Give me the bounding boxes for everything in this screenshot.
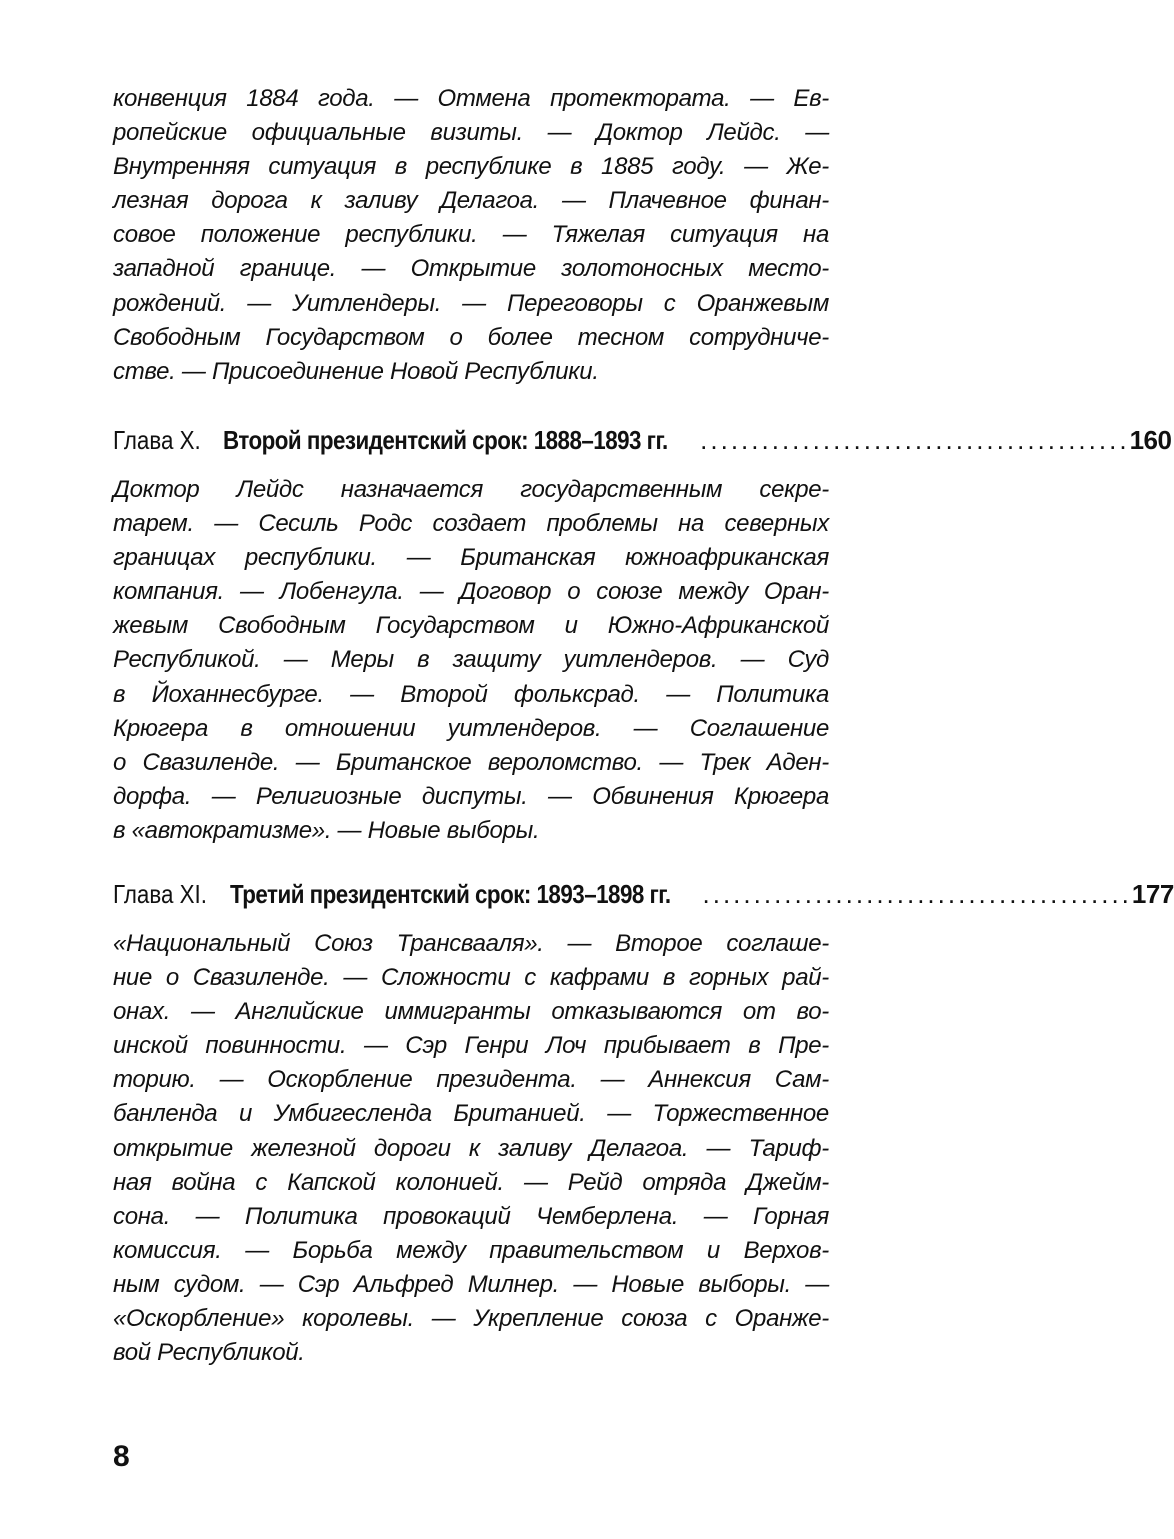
summary-line: Внутренняя ситуация в республике в 1885 году. — Же- [113,153,829,181]
summary-line: «Национальный Союз Трансвааля». — Второе соглаше- [113,930,829,957]
summary-line: онах. — Английские иммигранты отказываются от во- [113,998,829,1026]
summary-line: ропейские официальные визиты. — Доктор Лейдс. — [113,119,829,147]
summary-line: лезная дорога к заливу Делагоа. — Плачевное финан- [113,187,829,215]
summary-line: рождений. — Уитлендеры. — Переговоры с Оранжевым [113,289,829,317]
summary-line: вой Республикой. [113,1339,305,1367]
summary-line: ным судом. — Сэр Альфред Милнер. — Новые выборы. — [113,1270,829,1298]
chapter-title: Третий президентский срок: 1893–1898 гг. [230,879,671,909]
summary-line: тарем. — Сесиль Родс создает проблемы на северных [113,510,829,538]
summary-line: Крюгера в отношении уитлендеров. — Соглашение [113,714,829,742]
chapter-page-number: 160 [1129,425,1172,455]
summary-line: Свободным Государством о более тесном сотрудниче- [113,323,829,351]
summary-line: в Йоханнесбурге. — Второй фольксрад. — Политика [113,680,829,708]
toc-entry-chapter-11[interactable] [113,878,1174,910]
summary-line: в «автократизме». — Новые выборы. [113,816,540,844]
summary-line: жевым Свободным Государством и Южно-Африканской [113,612,829,640]
summary-line: «Оскорбление» королевы. — Укрепление союза с Оранже- [113,1305,829,1333]
summary-line: Республикой. — Меры в защиту уитлендеров. — Суд [113,646,829,674]
summary-line: конвенция 1884 года. — Отмена протектората. — Ев- [113,85,829,112]
summary-line: границах республики. — Британская южноафриканская [113,544,829,572]
summary-line: ная война с Капской колонией. — Рейд отряда Джейм- [113,1168,829,1196]
chapter-page-number: 177 [1131,879,1174,909]
summary-line: Доктор Лейдс назначается государственным секре- [113,476,829,503]
summary-line: совое положение республики. — Тяжелая ситуация на [113,221,829,249]
intro-summary [113,82,829,389]
leader-dots: .......................................... [702,879,1132,909]
chapter-title: Второй президентский срок: 1888–1893 гг. [223,425,668,455]
chapter-label: Глава X. [113,425,201,455]
chapter-label: Глава XI. [113,879,207,909]
summary-line: дорфа. — Религиозные диспуты. — Обвинения Крюгера [113,782,829,810]
summary-line: банленда и Умбигесленда Британией. — Торжественное [113,1100,829,1128]
summary-line: о Свазиленде. — Британское вероломство. — Трек Аден- [113,748,829,776]
summary-line: открытие железной дороги к заливу Делагоа. — Тариф- [113,1134,829,1162]
summary-line: торию. — Оскорбление президента. — Аннексия Сам- [113,1066,829,1094]
summary-line: западной границе. — Открытие золотоносных место- [113,255,829,283]
summary-line: инской повинности. — Сэр Генри Лоч прибывает в Пре- [113,1032,829,1060]
summary-line: сона. — Политика провокаций Чемберлена. — Горная [113,1202,829,1230]
summary-line: комиссия. — Борьба между правительством и Верхов- [113,1236,829,1264]
chapter-10-summary [113,473,829,848]
page-number: 8 [113,1440,130,1473]
chapter-11-summary [113,927,829,1370]
summary-line: компания. — Лобенгула. — Договор о союзе между Оран- [113,578,829,606]
summary-line: ние о Свазиленде. — Сложности с кафрами в горных рай- [113,964,829,992]
leader-dots: .......................................... [700,425,1130,455]
summary-line: стве. — Присоединение Новой Республики. [113,357,599,385]
toc-entry-chapter-10[interactable] [113,424,1172,456]
